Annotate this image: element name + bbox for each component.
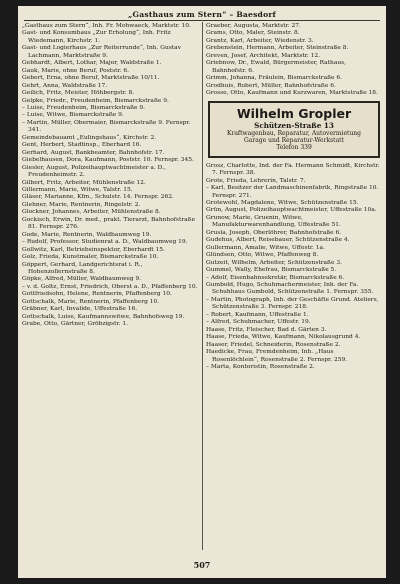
directory-entry: – Martin, Müller, Obermaier, Bismarckstraße 9. Fernspr. 341. <box>22 119 191 134</box>
directory-entry: Gottschalk, Marie, Rentnerin, Pfaffenberg 10. <box>22 298 160 305</box>
directory-entry: Giebelhausen, Dora, Kaufmann, Poststr. 10. Fernspr. 345. <box>22 157 194 164</box>
directory-entry: Gelpke, Friedr., Freudenheim, Bismarckstraße 9. <box>22 97 169 104</box>
directory-entry: Gehrt, Anna, Waldstraße 17. <box>22 82 108 89</box>
directory-entry: Gräbner, Karl, Invalide, Uffestraße 16. <box>22 306 138 313</box>
directory-entry: Grunow, Marie, Gruenin, Witwe, Manufakturwarenhandlung, Uffestraße 51. <box>206 214 341 229</box>
directory-entry: Golz, Frieda, Kunstmaler, Bismarckstraße 10. <box>22 254 159 261</box>
directory-entry: Haase, Frieda, Witwe, Kaufmann, Nikolausgrund 4. <box>206 334 361 341</box>
directory-entry: Grimm, Johanna, Fräulein, Bismarckstraße 6. <box>206 75 343 82</box>
directory-entry: Gudehus, Albert, Reisebauer, Schützenstraße 4. <box>206 237 350 244</box>
directory-entry: Grosse, Otto, Kaufmann und Kurzwaren, Marktstraße 18. <box>206 90 378 97</box>
ad-address: Schützen-Straße 13 <box>254 120 334 130</box>
directory-entry: Gläser, Marianne, Kfm., Schulstr. 14. Fernspr. 262. <box>22 194 174 201</box>
directory-entry: Geilich, Fritz, Meister, Höhbergstr. 8. <box>22 90 135 97</box>
ad-line-1: Kraftwagenbau, Reparatur, Autovermietung <box>226 129 362 137</box>
advertisement-box <box>208 101 380 158</box>
directory-entry: Glockner, Johannes, Arbeiter, Mühlenstraße 8. <box>22 209 161 216</box>
directory-entry: Gerhard, August, Bankbeamter, Bahnhofstr. 17. <box>22 149 165 156</box>
directory-entry: Gullermann, Amalie, Witwe, Uffestr. 1a. <box>206 244 325 251</box>
column-divider <box>202 22 203 550</box>
page-number: 507 <box>193 560 211 570</box>
directory-entry: Gilbert, Fritz, Arbeiter, Mühlenstraße 12. <box>22 179 146 186</box>
directory-entry: Grams, Otto, Maler, Steinstr. 8. <box>206 30 300 37</box>
directory-entry: Giesler, August, Polizeihauptwachtmeister a. D., Freudenheimstr. 2. <box>22 164 166 179</box>
directory-entry: Gockisch, Erwin, Dr. med., prakt. Tierarzt, Bahnhofstraße 81. Fernspr. 276. <box>22 216 196 231</box>
directory-entry: Griebnow, Dr., Ewald, Bürgermeister, Rathaus, Bahnhofstr. 6. <box>206 60 347 74</box>
directory-entry: Gebhardt, Albert, Lothar, Major, Waldstraße 1. <box>22 60 162 67</box>
directory-page <box>18 6 386 578</box>
directory-entry: – v. d. Goltz, Ernst, Friedrich, Oberst a. D., Pfaffenberg 10. <box>22 283 198 290</box>
directory-entry: Gemeindebauamt „Eulingshaus“, Kirchstr. 2. <box>22 134 157 141</box>
right-column <box>206 23 382 371</box>
left-column <box>22 23 198 329</box>
directory-entry: Grusla, Joseph, Oberlöhrer, Bahnhofstraße 6. <box>206 229 342 236</box>
directory-entry: – Martin, Photograph, Inh. der Geschäfte Grund. Ateliers, Schützenstraße 3. Fernspr. 218. <box>206 296 379 311</box>
directory-entry: Gast- und Logierhaus „Zur Reiterrunde“, Inh. Gustav Lachmann, Marktstraße 9. <box>22 45 182 59</box>
directory-entry: „Gasthaus zum Stern“, Inh. Fr. Mohwaeck, Marktstr. 10. <box>22 23 191 29</box>
directory-entry: Gent, Herbert, Stadtinsp., Eberhard 16. <box>22 142 142 149</box>
directory-entry: Grotewohl, Magdalene, Witwe, Schützenstraße 15. <box>206 200 359 207</box>
directory-entry: Grantz, Karl, Arbeiter, Wiedenstr. 3. <box>206 37 314 44</box>
directory-entry: Grün, August, Polizeihauptwachtmeister, Uffestraße 10a. <box>206 207 377 214</box>
directory-entry: – Rudolf, Professor, Studienrat a. D., Waldbaumweg 19. <box>22 239 188 246</box>
ad-title: Wilhelm Gropler <box>236 105 352 121</box>
directory-entry: Grote, Frieda, Lehrerin, Talstr. 7. <box>206 177 306 184</box>
directory-entry: – Karl, Besitzer der Landmaschinenfabrik, Ringstraße 10. Fernspr. 271. <box>206 185 379 199</box>
directory-entry: Greven, Josef, Architekt, Marktstr. 12. <box>206 52 321 59</box>
directory-entry: Göppert, Gerhard, Landgerichtsrat i. R., Hohenzollernstraße 8. <box>22 261 143 275</box>
directory-entry: Grodhuis, Robert, Müller, Bahnhofstraße 6. <box>206 82 336 89</box>
directory-entry: Gollwitz, Karl, Betriebsinspektor, Eberhardt 15. <box>22 246 165 253</box>
directory-entry: – Luise, Witwe, Bismarckstraße 9. <box>22 112 124 119</box>
directory-entry: Gottschalk, Luise, Kaufmannswitwe, Bahnhofsweg 19. <box>22 313 185 320</box>
ad-phone: Telefon 339 <box>276 144 312 152</box>
directory-entry: Grabe, Otto, Gärtner, Gröbzigstr. 1. <box>22 321 129 328</box>
directory-entry: Glehner, Marie, Rentnerin, Ringelstr. 2. <box>22 201 141 208</box>
directory-entry: – Alfred, Schuhmacher, Uffestr. 19. <box>206 319 311 326</box>
directory-entry: Gottfriedsohn, Helene, Rentnerin, Pfaffenberg 10. <box>22 291 172 298</box>
directory-entry: Haaser, Friedel, Schneiderin, Rosenstraße 2. <box>206 341 341 348</box>
directory-entry: Gillermann, Marie, Witwe, Talstr. 15. <box>22 186 133 193</box>
directory-entry: Gast- und Konsumhaus „Zur Erholung“, Inh. Fritz Wiedemann, Kirchstr. 1. <box>22 30 171 44</box>
directory-entry: Gutzeit, Wilhelm, Arbeiter, Schützenstraße 3. <box>206 259 342 266</box>
ad-line-2: Garage und Reparatur-Werkstatt <box>244 136 344 144</box>
directory-entry: – Marta, Kontoristin, Rosenstraße 2. <box>206 363 315 370</box>
directory-entry: – Adolf, Eisenbahnsekretär, Bismarckstraße 6. <box>206 274 345 281</box>
directory-entry: Gummel, Wally, Ehefrau, Bismarckstraße 5. <box>206 267 337 274</box>
directory-entry: Gumbold, Hugo, Schuhmachermeister, Inh. der Fa. Schuhhaus Gumbold, Schützenstraße 1. Fernspr. 355. <box>206 282 374 296</box>
right-column-bottom <box>206 163 382 372</box>
directory-entry: Grosz, Charlotte, Ind. der Fa. Hermann Schmidt, Kirchstr. 7. Fernspr. 38. <box>206 162 380 177</box>
directory-entry: Haase, Fritz, Fleischer, Bad d. Gärten 3. <box>206 326 327 333</box>
right-column-top <box>206 23 382 98</box>
directory-entry: – Luise, Freudenheim, Bismarckstraße 9. <box>22 104 146 111</box>
directory-entry: Graeber, Augusta, Marktstr. 27. <box>206 23 301 29</box>
directory-entry: Göpke, Alfred, Müller, Waldbaumweg 9. <box>22 276 142 283</box>
directory-entry: Gebert, Erna, ohne Beruf, Marktstraße 10/11. <box>22 75 160 82</box>
page-header: „Gasthaus zum Stern“ – Baesdorf <box>127 10 277 19</box>
directory-entry: Grebenstein, Hermann, Arbeiter, Steinstraße 8. <box>206 45 349 52</box>
directory-entry: Glündsen, Otto, Witwe, Pfaffenweg 8. <box>206 252 319 259</box>
directory-entry: – Robert, Kaufmann, Uffestraße 1. <box>206 311 309 318</box>
directory-entry: Gode, Marie, Rentnerin, Waldbaumweg 19. <box>22 231 152 238</box>
directory-entry: Gauk, Marie, ohne Beruf, Poststr. 6. <box>22 67 130 74</box>
directory-entry: Haedicke, Frau, Fremdenheim, Inh. „Haus Rosenlöchlein“, Rosenstraße 2. Fernspr. 259. <box>206 349 348 363</box>
header-rule <box>24 20 380 21</box>
